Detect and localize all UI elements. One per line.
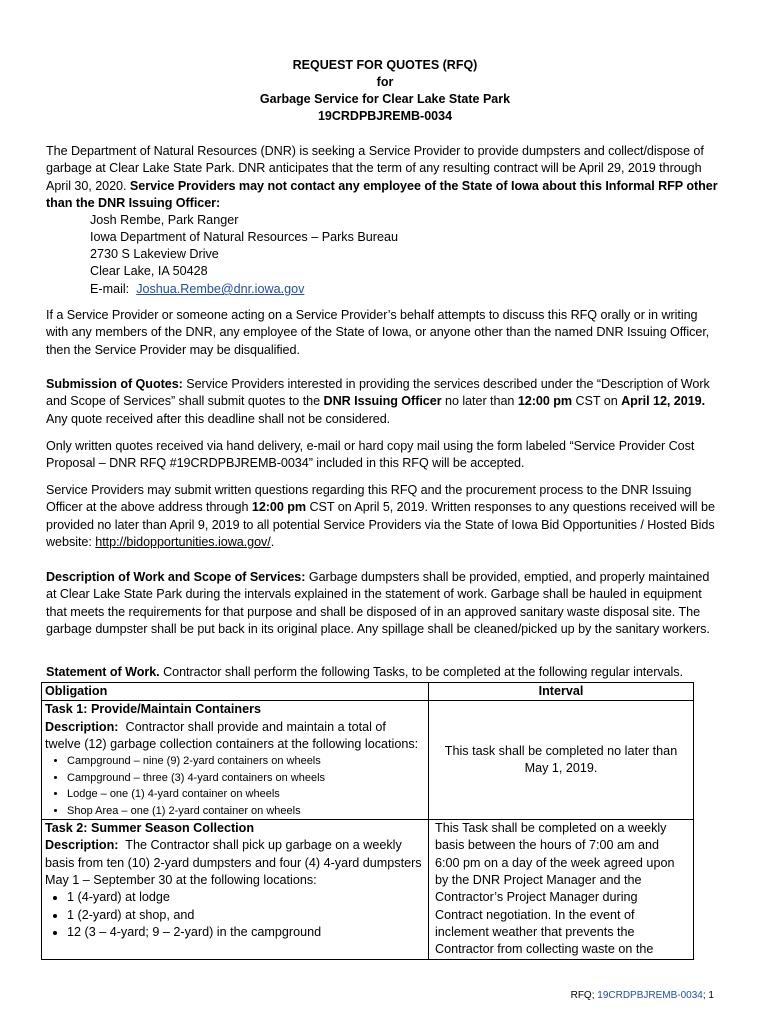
description-text: Garbage dumpsters shall be provided, emptied, and properly maintained at Clear Lake State Park during the intervals explained in the statement of work. Garbage shall be hauled in equipment that meets the requirements for that purpose and shall be disposed of in an approved sanitary waste disposal site. The garbage dumpster shall be put back in its original place. Any spillage shall be cleaned/picked up by the sanitary workers. — [46, 570, 710, 636]
statement-of-work-table — [41, 682, 694, 960]
description-paragraph — [46, 569, 722, 638]
officer-name: Josh Rembe, Park Ranger — [90, 213, 239, 227]
questions-end: . — [270, 534, 275, 549]
task1-desc-label: Description: — [45, 719, 119, 734]
officer-street: 2730 S Lakeview Drive — [90, 247, 219, 261]
table-row — [42, 701, 694, 820]
officer-email-link[interactable]: Joshua.Rembe@dnr.iowa.gov — [136, 282, 305, 296]
footer-code: 19CRDPBJREMB-0034 — [597, 990, 703, 1001]
submission-text-4: Any quote received after this deadline shall not be considered. — [46, 411, 391, 426]
task2-interval-text: This Task shall be completed on a weekly basis between the hours of 7:00 am and 6:00 pm on a day of the week agreed upon by the DNR Project Manager and the Contractor’s Project Manager during Contract negotiation. In the event of inclement weather that prevents the Contractor from collecting waste on the — [435, 821, 675, 957]
interval-header-text: Interval — [538, 684, 584, 698]
questions-text-1: Service Providers may submit written questions regarding this RFQ and the procurement process to the DNR Issuing Officer at the above address through — [46, 483, 692, 515]
sow-intro — [46, 664, 722, 681]
submission-time: 12:00 pm — [517, 394, 573, 409]
officer-email-line — [90, 281, 304, 298]
interval-header — [429, 683, 694, 701]
list-item: • Campground – nine (9) 2-yard containers on wheels — [67, 753, 425, 770]
task2-desc: The Contractor shall pick up garbage on a weekly basis from ten (10) 2-yard dumpsters and four (4) 4-yard dumpsters May 1 – September 30 at the following locations: — [45, 838, 422, 888]
task2-desc-label: Description: — [45, 838, 119, 853]
page-footer — [571, 990, 714, 1001]
rfq-title: REQUEST FOR QUOTES (RFQ) — [292, 58, 478, 72]
list-item: • 1 (4-yard) at lodge — [67, 889, 425, 906]
rfq-subject: Garbage Service for Clear Lake State Park — [259, 92, 511, 106]
task1-interval-text: This task shall be completed no later than May 1, 2019. — [444, 743, 678, 776]
footer-page-number: ; 1 — [702, 990, 714, 1001]
rfq-number: 19CRDPBJREMB-0034 — [317, 109, 453, 123]
footer-prefix: RFQ; — [570, 990, 595, 1001]
questions-time: 12:00 pm — [251, 500, 307, 515]
rfq-title-for: for — [376, 75, 394, 89]
intro-text: The Department of Natural Resources (DNR) is seeking a Service Provider to provide dumpsters and collect/dispose of garbage at Clear Lake State Park. DNR anticipates that the term of any resulting contract will be April 29, 2019 through April 30, 2020. — [46, 144, 704, 193]
task1-locations — [45, 753, 425, 819]
task2-obligation — [42, 820, 429, 959]
task2-locations — [45, 889, 425, 941]
submission-heading: Submission of Quotes: — [46, 377, 183, 391]
obligation-header — [42, 683, 429, 701]
list-item: • Campground – three (3) 4-yard containers on wheels — [67, 770, 425, 787]
task1-interval — [429, 701, 694, 820]
task1-title: Task 1: Provide/Maintain Containers — [45, 702, 262, 717]
sow-heading: Statement of Work. — [46, 665, 160, 679]
disqualify-paragraph: If a Service Provider or someone acting on a Service Provider’s behalf attempts to discuss this RFQ orally or in writing with any members of the DNR, any employee of the State of Iowa, or anyone other than the named DNR Issuing Officer, then the Service Provider may be disqualified. — [46, 308, 710, 357]
description-heading: Description of Work and Scope of Services: — [46, 570, 306, 584]
list-item: • Lodge – one (1) 4-yard container on wheels — [67, 786, 425, 803]
submission-date: April 12, 2019. — [621, 394, 706, 409]
task2-interval — [429, 820, 694, 959]
submission-text-2: no later than — [445, 394, 515, 409]
list-item: • Shop Area – one (1) 2-yard container on wheels — [67, 803, 425, 820]
table-header-row — [42, 683, 694, 701]
submission-text-3: CST on — [575, 394, 618, 409]
officer-org: Iowa Department of Natural Resources – Parks Bureau — [90, 230, 398, 244]
written-quotes-paragraph: Only written quotes received via hand delivery, e-mail or hard copy mail using the form labeled “Service Provider Cost Proposal – DNR RFQ #19CRDPBJREMB-0034” included in this RFQ will be accepted. — [46, 439, 695, 471]
task1-obligation — [42, 701, 429, 820]
sow-text: Contractor shall perform the following Tasks, to be completed at the following regular intervals. — [163, 665, 683, 679]
questions-paragraph — [46, 482, 722, 551]
list-item: • 1 (2-yard) at shop, and — [67, 907, 425, 924]
list-item: • 12 (3 – 4-yard; 9 – 2-yard) in the campground — [67, 924, 425, 941]
submission-paragraph — [46, 376, 722, 428]
bid-opportunities-link[interactable]: http://bidopportunities.iowa.gov/ — [95, 534, 271, 549]
questions-text-2: CST on April 5, 2019. Written responses to any questions received will be provided no later than April 9, 2019 to all potential Service Providers via the State of Iowa Bid Opportunities / Hosted Bids website: — [46, 500, 715, 549]
intro-paragraph — [46, 143, 722, 212]
task1-desc: Contractor shall provide and maintain a total of twelve (12) garbage collection containers at the following locations: — [45, 719, 419, 751]
table-row — [42, 820, 694, 959]
task2-title: Task 2: Summer Season Collection — [45, 821, 255, 836]
obligation-header-text: Obligation — [45, 684, 108, 698]
submission-text-1: Service Providers interested in providing the services described under the “Description of Work and Scope of Services” shall submit quotes to the — [46, 377, 710, 409]
officer-city: Clear Lake, IA 50428 — [90, 264, 208, 278]
email-label: E-mail: — [90, 282, 130, 296]
intro-contact-warning: Service Providers may not contact any employee of the State of Iowa about this Informal RFP other than the DNR Issuing Officer: — [46, 178, 718, 210]
submission-officer: DNR Issuing Officer — [323, 394, 442, 409]
